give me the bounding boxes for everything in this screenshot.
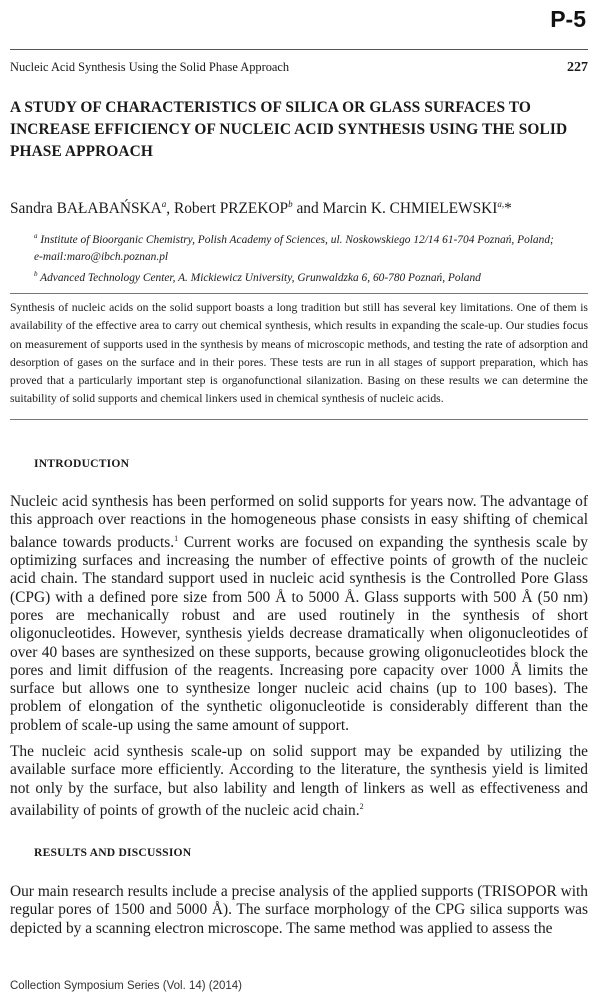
poster-code-label: P-5	[550, 6, 586, 32]
introduction-body	[10, 493, 588, 828]
author-affiliation-mark: b	[288, 199, 293, 209]
introduction-heading: INTRODUCTION	[34, 457, 130, 470]
running-header-title: Nucleic Acid Synthesis Using the Solid Phase Approach	[10, 60, 290, 74]
results-paragraph: Our main research results include a precise analysis of the applied supports (TRISOPOR with regular pores of 1500 and 5000 Å). The surface morphology of the CPG silica supports was depicted by a scanning electron microscope. The same method was applied to assess the	[10, 883, 588, 937]
author-separator: ,	[166, 200, 174, 218]
affiliation-mark: b	[34, 269, 38, 278]
author-list	[10, 199, 588, 218]
abstract-box	[10, 293, 588, 420]
results-heading: RESULTS AND DISCUSSION	[34, 846, 192, 859]
affiliations	[34, 228, 588, 287]
results-body	[10, 883, 588, 946]
author-affiliation-mark: a	[161, 199, 167, 209]
footer-series: Collection Symposium Series (Vol. 14) (2014)	[10, 980, 243, 992]
introduction-paragraph: Nucleic acid synthesis has been performed on solid supports for years now. The advantage of this approach over reactions in the homogeneous phase consists in easy shifting of chemical balance towards products.$^1$ Current works are focused on expanding the synthesis scale by optimizing surfaces and increasing the number of effective points of growth of the nucleic acid chain. The standard support used in nucleic acid synthesis is the Controlled Pore Glass (CPG) with a defined pore size from 500 Å to 5000 Å. Glass supports with 500 Å (50 nm) pores are mechanically robust and are used routinely in the synthesis of short oligonucleotides. However, synthesis yields decrease dramatically when oligonucleotides of over 40 bases are synthesized on these supports, because growing oligonucleotides block the pores and limit diffusion of the reagents. Increasing pore capacity over 1000 Å limits the surface but allows one to synthesize longer nucleic acid chains (up to 100 bases). The problem of elongation of the synthetic oligonucleotide is considerably different than the problem of scale-up using the same amount of support.	[10, 493, 589, 734]
reference-mark: 2	[359, 801, 364, 811]
affiliation-email-line	[34, 249, 588, 266]
author: Marcin K. CHMIELEWSKI	[322, 200, 498, 218]
reference-mark: 1	[174, 533, 179, 543]
corresponding-author-mark: *	[504, 200, 512, 218]
affiliation-line: $^b$ Advanced Technology Center, A. Mickiewicz University, Grunwaldzka 6, 60-780 Poznań, Poland	[34, 269, 481, 284]
author: Sandra BAŁABAŃSKA	[10, 200, 162, 218]
author: Robert PRZEKOP	[173, 200, 289, 218]
author-email: e-mail:maro@ibch.poznan.pl	[34, 250, 169, 263]
abstract-text: Synthesis of nucleic acids on the solid support boasts a long tradition but still has several key limitations. One of them is availability of the effective area to carry out chemical synthesis, which results in expanding the scale-up. Our studies focus on measurement of supports used in the synthesis by means of microscopic methods, and testing the rate of adsorption and desorption of gases on the surface and in their pores. These tests are run in all stages of support preparation, which has proved that a particularly important step is organofunctional silanization. Basing on these results we can determine the suitability of solid supports and chemical linkers used in chemical synthesis of nucleic acids.	[10, 301, 588, 406]
page-number: 227	[567, 60, 588, 75]
affiliation-mark: a	[34, 232, 38, 240]
author-separator: and	[292, 200, 323, 218]
introduction-paragraph: The nucleic acid synthesis scale-up on solid support may be expanded by utilizing the available surface more efficiently. According to the literature, the synthesis yield is limited not only by the surface, but also lability and length of linkers as well as effectiveness and availability of points of growth of the nucleic acid chain.$^2$	[10, 742, 588, 819]
paper-title: A STUDY OF CHARACTERISTICS OF SILICA OR GLASS SURFACES TO INCREASE EFFICIENCY OF NUCLEIC ACID SYNTHESIS USING THE SOLID PHASE APPROACH	[10, 99, 568, 160]
running-header	[10, 49, 588, 76]
affiliation-line: $^a$ Institute of Bioorganic Chemistry, Polish Academy of Sciences, ul. Noskowskiego 12/14 61-704 Poznań, Poland;	[34, 232, 554, 246]
author-affiliation-mark: a,	[497, 199, 505, 209]
